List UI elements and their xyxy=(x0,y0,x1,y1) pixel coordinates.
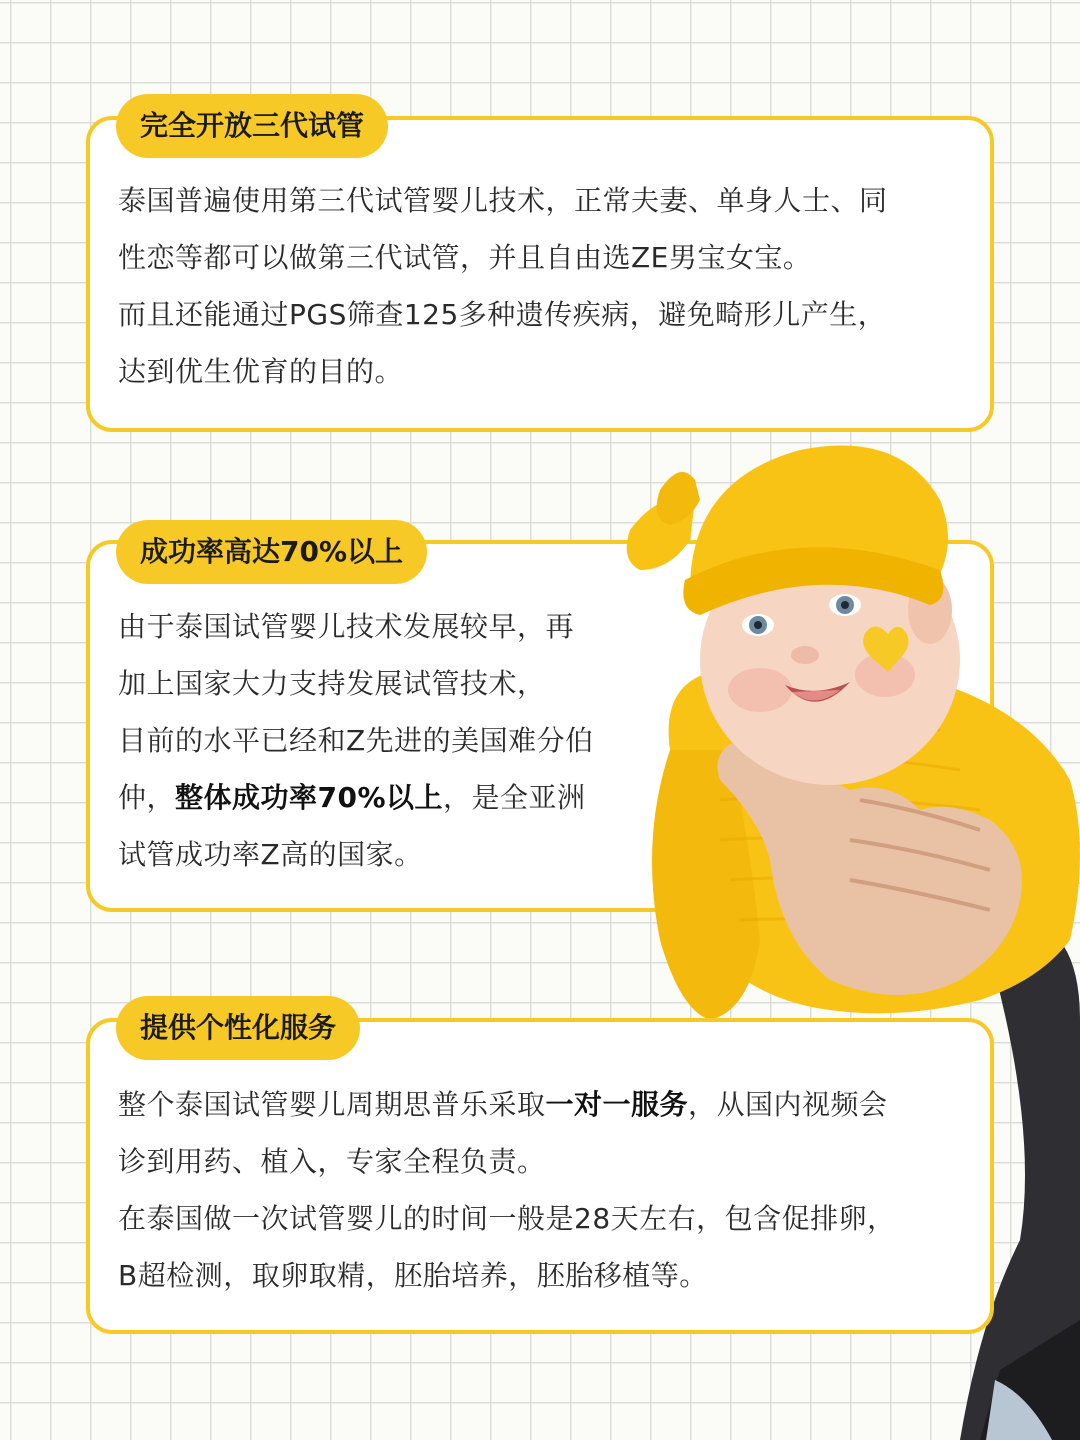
section-title-personalized-service: 提供个性化服务 xyxy=(116,996,360,1060)
body-line: 性恋等都可以做第三代试管，并且自由选ZE男宝女宝。 xyxy=(118,241,812,274)
section-title-ivf-third-generation: 完全开放三代试管 xyxy=(116,94,388,158)
body-line: 在泰国做一次试管婴儿的时间一般是28天左右，包含促排卵， xyxy=(118,1202,896,1235)
section-body-personalized-service xyxy=(118,1076,978,1304)
body-line: 诊到用药、植入，专家全程负责。 xyxy=(118,1145,546,1178)
body-line-post: ，是全亚洲 xyxy=(443,781,586,814)
section-body-ivf-third-generation xyxy=(118,172,978,400)
body-line-pre: 仲， xyxy=(118,781,176,814)
section-title-success-rate: 成功率高达70%以上 xyxy=(116,520,427,584)
body-line: 由于泰国试管婴儿技术发展较早，再 xyxy=(118,610,575,643)
highlight-one-on-one: 一对一服务 xyxy=(545,1088,689,1121)
section-body-success-rate xyxy=(118,598,638,883)
body-line-pre: 整个泰国试管婴儿周期思普乐采取 xyxy=(118,1088,546,1121)
body-line: 而且还能通过PGS筛查125多种遗传疾病，避免畸形儿产生， xyxy=(118,298,887,331)
body-line: 泰国普遍使用第三代试管婴儿技术，正常夫妻、单身人士、同 xyxy=(118,184,888,217)
body-line: B超检测，取卵取精，胚胎培养，胚胎移植等。 xyxy=(118,1259,708,1292)
highlight-success-rate: 整体成功率70%以上 xyxy=(175,781,444,814)
body-line-post: ，从国内视频会 xyxy=(688,1088,888,1121)
body-line: 目前的水平已经和Z先进的美国难分伯 xyxy=(118,724,594,757)
body-line: 达到优生优育的目的。 xyxy=(118,355,404,388)
body-line: 试管成功率Z高的国家。 xyxy=(118,838,423,871)
body-line: 加上国家大力支持发展试管技术， xyxy=(118,667,546,700)
